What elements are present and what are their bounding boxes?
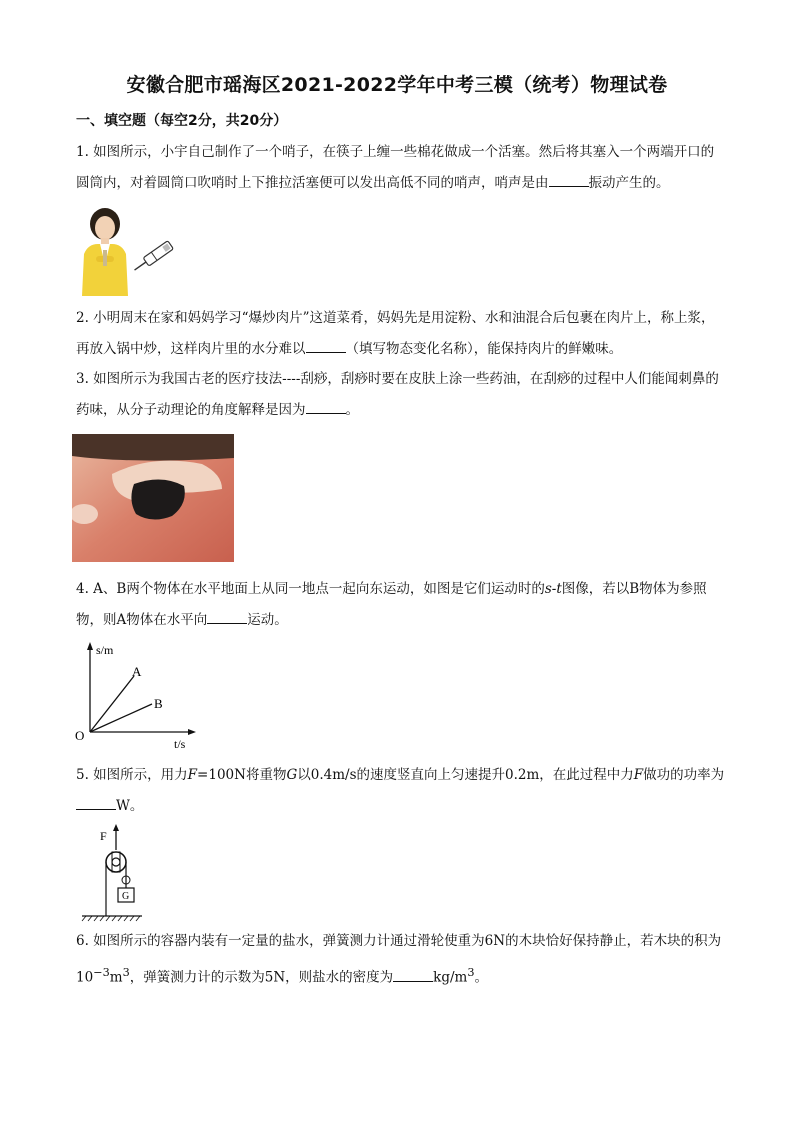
line-b-label: B — [154, 696, 163, 711]
x-axis-label: t/s — [174, 737, 186, 751]
page-title: 安徽合肥市瑶海区2021-2022学年中考三模（统考）物理试卷 — [126, 74, 668, 96]
answer-blank — [76, 795, 116, 810]
question-6: 6. 如图所示的容器内装有一定量的盐水，弹簧测力计通过滑轮使重为6N的木块恰好保持静止，若木块的积为$10^{-3}m^3$，弹簧测力计的示数为5N，则盐水的密度为 $kg/m^3$。 — [76, 933, 722, 986]
figure-girl-whistle — [76, 204, 186, 296]
question-3: 3. 如图所示为我国古老的医疗技法----刮痧，刮痧时要在皮肤上涂一些药油，在刮痧的过程中人们能闻刺鼻的药味，从分子动理论的角度解释是因为 。 — [76, 371, 719, 418]
question-4: 4. A、B两个物体在水平地面上从同一地点一起向东运动，如图是它们运动时的s-t图像，若以B物体为参照物，则A物体在水平向 运动。 — [76, 581, 707, 628]
question-1: 1. 如图所示，小宇自己制作了一个哨子，在筷子上缠一些棉花做成一个活塞。然后将其塞入一个两端开口的圆筒内，对着圆筒口吹哨时上下推拉活塞便可以发出高低不同的哨声，哨声是由 振动产生的。 — [76, 144, 715, 191]
question-2: 2. 小明周末在家和妈妈学习“爆炒肉片”这道菜肴，妈妈先是用淀粉、水和油混合后包裹在肉片上，称上浆，再放入锅中炒，这样肉片里的水分难以 （填写物态变化名称），能保持肉片的鲜嫩味。 — [76, 310, 715, 357]
line-b — [90, 704, 152, 732]
answer-blank — [306, 399, 346, 414]
answer-blank — [207, 609, 247, 624]
figure-guasha-photo — [72, 434, 234, 562]
answer-blank — [549, 172, 589, 187]
answer-blank — [393, 967, 433, 982]
figure-st-graph — [72, 640, 202, 752]
y-axis-label: s/m — [96, 643, 114, 657]
answer-blank — [306, 338, 346, 353]
figure-pulley — [80, 822, 150, 922]
section-heading: 一、填空题（每空2分，共20分） — [76, 113, 288, 129]
weight-label: G — [122, 891, 130, 902]
force-label: F — [100, 829, 107, 843]
origin-label: O — [75, 728, 85, 743]
line-a — [90, 676, 134, 732]
question-5: 5. 如图所示，用力F=100N将重物G以0.4m/s的速度竖直向上匀速提升0.2m，在此过程中力F做功的功率为W。 — [76, 767, 725, 814]
line-a-label: A — [132, 664, 142, 679]
